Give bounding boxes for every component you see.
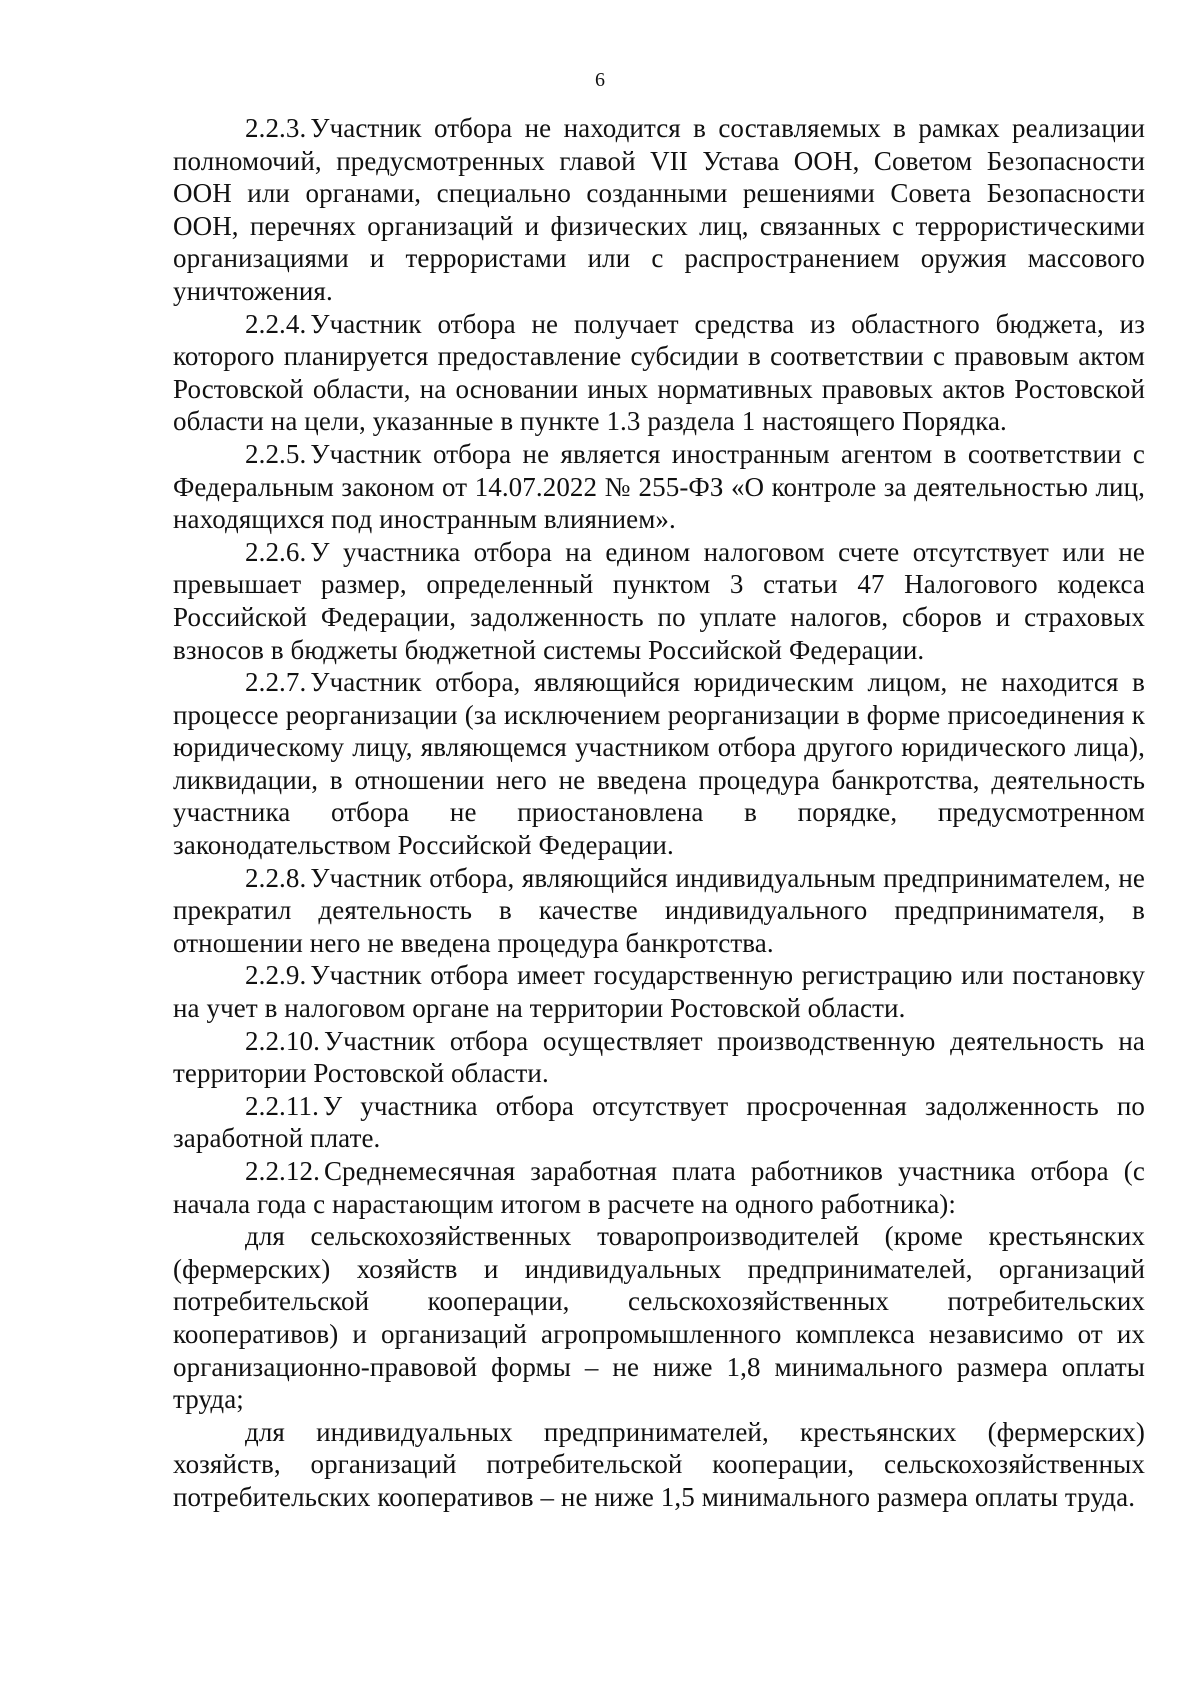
paragraph-2-2-6: [173, 536, 1145, 666]
paragraph-text: У участника отбора на едином налоговом счете отсутствует или не превышает размер, определенный пунктом 3 статьи 47 Налогового кодекса Российской Федерации, задолженность по уплате налогов, сборов и страховых взносов в бюджеты бюджетной системы Российской Федерации.: [173, 536, 1145, 665]
paragraph-2-2-5: [173, 438, 1145, 536]
paragraph-number: 2.2.9.: [245, 960, 307, 991]
paragraph-2-2-12: [173, 1155, 1145, 1220]
paragraph-text: для сельскохозяйственных товаропроизводителей (кроме крестьянских (фермерских) хозяйств и индивидуальных предпринимателей, организаций потребительской кооперации, сельскохозяйственных потребительских кооперативов) и организаций агропромышленного комплекса независимо от их организационно-правовой формы – не ниже 1,8 минимального размера оплаты труда;: [173, 1221, 1145, 1415]
paragraph-text: Участник отбора, являющийся индивидуальным предпринимателем, не прекратил деятельность в качестве индивидуального предпринимателя, в отношении него не введена процедура банкротства.: [173, 862, 1145, 958]
paragraph-number: 2.2.4.: [245, 308, 307, 339]
paragraph-text: Среднемесячная заработная плата работников участника отбора (с начала года с нарастающим итогом в расчете на одного работника):: [173, 1156, 1145, 1219]
paragraph-text: Участник отбора не находится в составляемых в рамках реализации полномочий, предусмотренных главой VII Устава ООН, Советом Безопасности ООН или органами, специально созданными решениями Совета Безопасности ООН, перечнях организаций и физических лиц, связанных с террористическими организациями и террористами или с распространением оружия массового уничтожения.: [173, 113, 1145, 306]
page-number: 6: [595, 69, 605, 91]
document-body: [173, 112, 1145, 1514]
paragraph-number: 2.2.3.: [245, 113, 307, 143]
paragraph-text: Участник отбора не получает средства из областного бюджета, из которого планируется предоставление субсидии в соответствии с правовым актом Ростовской области, на основании иных нормативных правовых актов Ростовской области на цели, указанные в пункте 1.3 раздела 1 настоящего Порядка.: [173, 308, 1145, 437]
paragraph-2-2-3: [173, 112, 1145, 308]
paragraph-number: 2.2.7.: [245, 667, 307, 698]
paragraph-text: Участник отбора не является иностранным агентом в соответствии с Федеральным законом от 14.07.2022 № 255-ФЗ «О контроле за деятельностью лиц, находящихся под иностранным влиянием».: [173, 438, 1145, 535]
paragraph-text: Участник отбора, являющийся юридическим лицом, не находится в процессе реорганизации (за исключением реорганизации в форме присоединения к юридическому лицу, являющемся участником отбора другого юридического лица), ликвидации, в отношении него не введена процедура банкротства, деятельность участника отбора не приостановлена в порядке, предусмотренном законодательством Российской Федерации.: [173, 667, 1145, 861]
paragraph-2-2-8: [173, 862, 1145, 960]
paragraph-number: 2.2.5.: [245, 438, 307, 469]
paragraph-2-2-4: [173, 308, 1145, 438]
paragraph-number: 2.2.8.: [245, 862, 307, 893]
paragraph-individual-entrepreneurs: [173, 1416, 1145, 1514]
paragraph-number: 2.2.10.: [245, 1025, 320, 1056]
paragraph-text: Участник отбора осуществляет производственную деятельность на территории Ростовской области.: [173, 1025, 1145, 1089]
paragraph-agricultural-producers: [173, 1220, 1145, 1416]
paragraph-text: У участника отбора отсутствует просроченная задолженность по заработной плате.: [173, 1090, 1145, 1154]
paragraph-2-2-9: [173, 959, 1145, 1024]
paragraph-2-2-10: [173, 1025, 1145, 1090]
paragraph-text: Участник отбора имеет государственную регистрацию или постановку на учет в налоговом органе на территории Ростовской области.: [173, 960, 1145, 1024]
paragraph-number: 2.2.6.: [245, 536, 307, 567]
paragraph-text: для индивидуальных предпринимателей, крестьянских (фермерских) хозяйств, организаций потребительской кооперации, сельскохозяйственных потребительских кооперативов – не ниже 1,5 минимального размера оплаты труда.: [173, 1416, 1145, 1512]
paragraph-number: 2.2.11.: [245, 1090, 319, 1121]
paragraph-2-2-11: [173, 1090, 1145, 1155]
paragraph-2-2-7: [173, 666, 1145, 862]
paragraph-number: 2.2.12.: [245, 1156, 320, 1186]
